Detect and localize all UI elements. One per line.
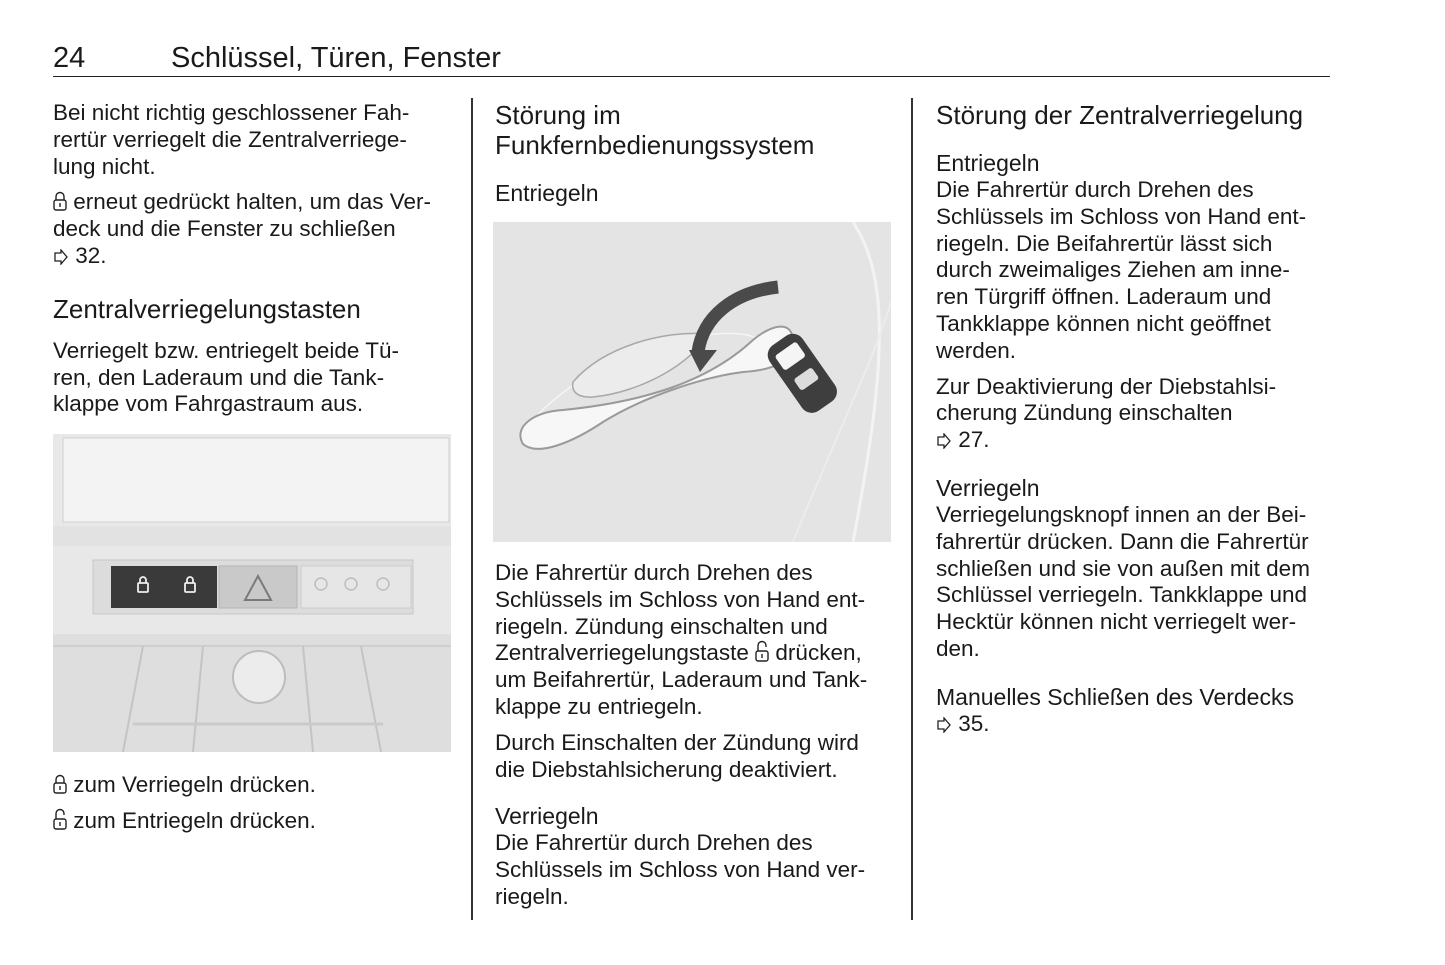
lock-instruction-text: zum Verriegeln drücken.	[73, 772, 316, 798]
heading-central-lock-fault: Störung der Zentralverriegelung	[936, 100, 1304, 130]
lock-icon	[53, 191, 67, 211]
unlock-icon	[53, 808, 67, 830]
paragraph-hold-lock	[53, 189, 451, 269]
heading-remote-fault: Störung im Funkfernbedienungssystem	[495, 100, 815, 160]
chapter-title: Schlüssel, Türen, Fenster	[171, 42, 501, 74]
column-divider-1	[471, 98, 473, 920]
unlock-instruction	[53, 808, 451, 835]
column-divider-2	[911, 98, 913, 920]
heading-central-lock: Verriegeln	[936, 474, 1040, 501]
hold-lock-text: erneut gedrückt halten, um das Ver- deck und die Fenster zu schließen	[53, 189, 431, 242]
paragraph-manual-roof-ref	[936, 711, 1334, 738]
paragraph-central-unlock: Die Fahrertür durch Drehen des Schlüssels im Schloss von Hand ent- riegeln. Die Beifahrertür lässt sich durch zweimaliges Ziehen am inne- ren Türgriff öffnen. Laderaum und Tankklappe können nicht geöffnet werden.	[936, 177, 1307, 363]
reference-arrow-icon	[936, 717, 952, 733]
reference-32: 32.	[75, 242, 107, 268]
door-handle-illustration	[493, 222, 891, 542]
reference-arrow-icon	[936, 433, 952, 449]
reference-35: 35.	[958, 710, 990, 736]
page-header	[53, 38, 1330, 77]
column-2	[495, 100, 893, 911]
deactivate-theft-text: Zur Deaktivierung der Diebstahlsi- cherung Zündung einschalten	[936, 373, 1277, 426]
heading-manual-roof: Manuelles Schließen des Verdecks	[936, 683, 1294, 710]
column-1	[53, 100, 451, 835]
column-3	[936, 100, 1334, 738]
central-lock-buttons-figure	[53, 434, 451, 752]
heading-central-unlock: Entriegeln	[936, 150, 1040, 176]
remote-unlock-text: Die Fahrertür durch Drehen des Schlüssels im Schloss von Hand ent- riegeln. Zündung einschalten und Zentralverriegelungstaste	[495, 560, 866, 666]
dashboard-illustration	[53, 434, 451, 752]
heading-remote-unlock: Entriegeln	[495, 180, 599, 206]
page-number: 24	[53, 42, 86, 74]
paragraph-incorrectly-closed: Bei nicht richtig geschlossener Fah- rertür verriegelt die Zentralverriege- lung nicht.	[53, 100, 410, 179]
reference-arrow-icon	[53, 249, 69, 265]
heading-remote-lock: Verriegeln	[495, 803, 599, 830]
lock-instruction	[53, 772, 451, 799]
heading-central-lock-buttons: Zentralverriegelungstasten	[53, 293, 361, 324]
paragraph-buttons-description: Verriegelt bzw. entriegelt beide Tü- ren, den Laderaum und die Tank- klappe vom Fahrgastraum aus.	[53, 337, 400, 417]
paragraph-remote-unlock	[495, 560, 893, 721]
paragraph-remote-lock: Die Fahrertür durch Drehen des Schlüssels im Schloss von Hand ver- riegeln.	[495, 830, 866, 909]
paragraph-central-lock: Verriegelungsknopf innen an der Bei- fahrertür drücken. Dann die Fahrertür schließen und sie von außen mit dem Schlüssel verriegeln. Tankklappe und Hecktür können nicht verriegelt wer- den.	[936, 501, 1310, 661]
door-handle-key-figure	[493, 222, 891, 542]
paragraph-deactivate-theft	[936, 374, 1334, 454]
remote-unlock-text-cont: drücken, um Beifahrertür, Laderaum und Tank- klappe zu entriegeln.	[495, 640, 868, 719]
unlock-instruction-text: zum Entriegeln drücken.	[73, 807, 316, 833]
reference-27: 27.	[958, 427, 990, 453]
paragraph-ignition-deactivate: Durch Einschalten der Zündung wird die Diebstahlsicherung deaktiviert.	[495, 729, 859, 782]
unlock-icon	[755, 640, 769, 662]
lock-icon	[53, 774, 67, 794]
